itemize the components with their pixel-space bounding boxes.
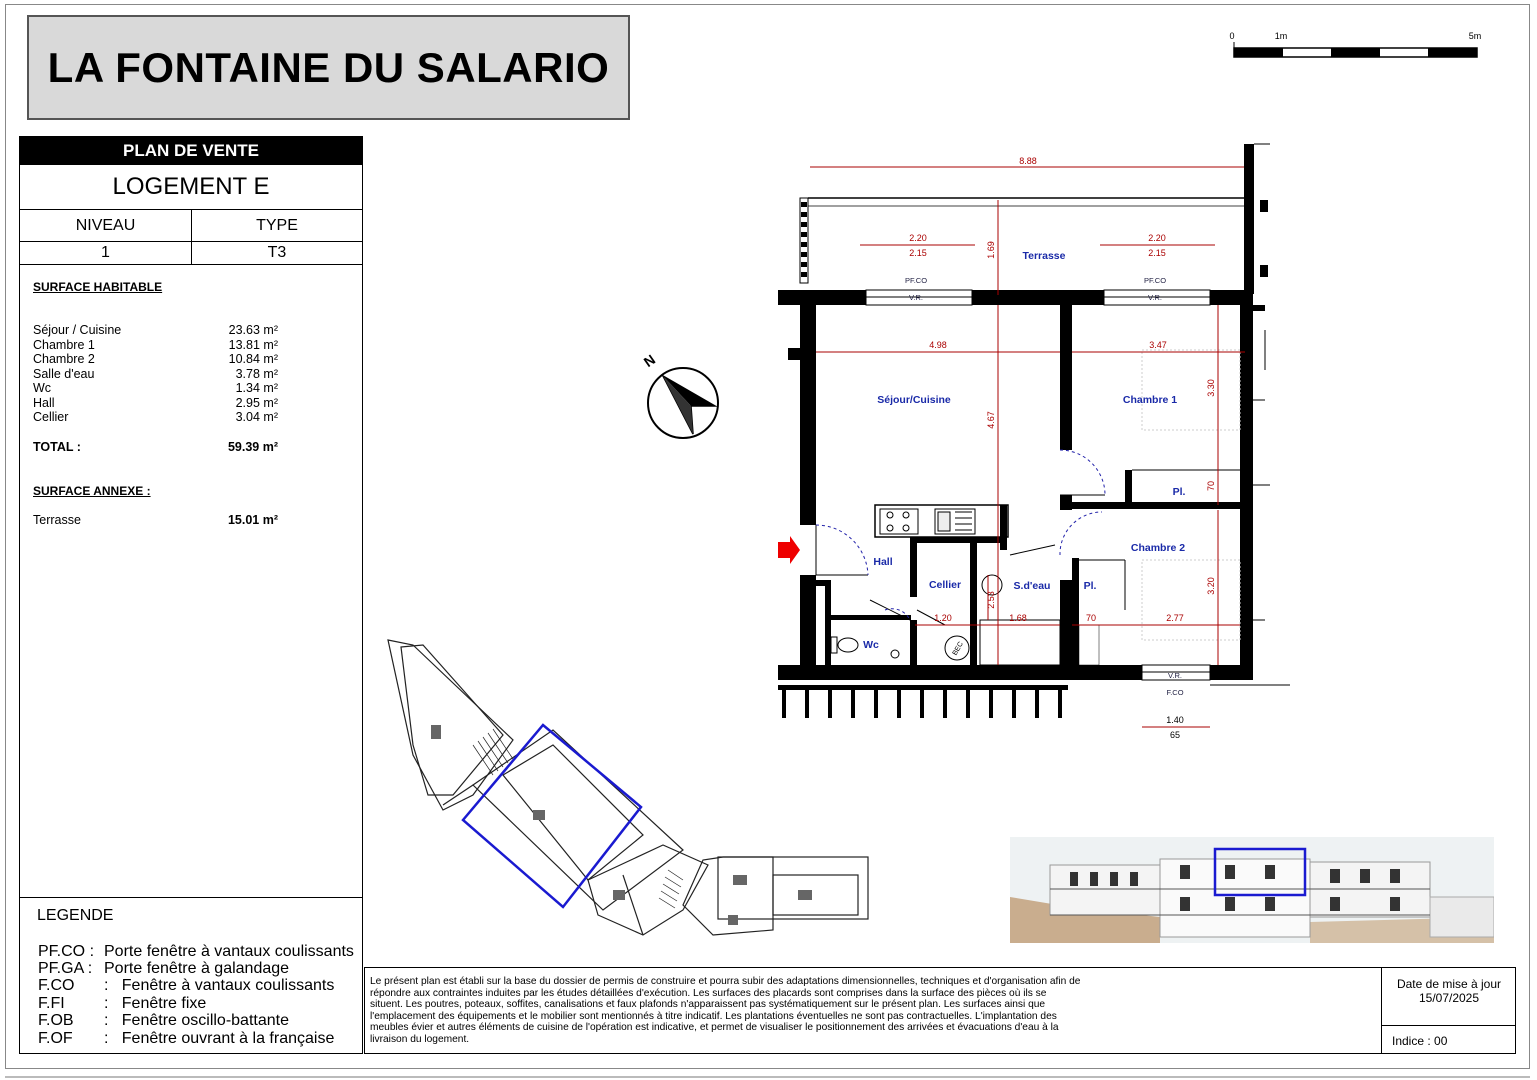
room-terrasse: Terrasse (1022, 250, 1066, 262)
surface-row: Séjour / Cuisine 23.63 m² (33, 323, 278, 337)
date-divider (1381, 1025, 1516, 1026)
type-header: TYPE (256, 216, 298, 234)
surface-row: Cellier 3.04 m² (33, 410, 278, 424)
dim-ch2-width: 2.77 (1166, 613, 1184, 623)
legend-item: F.OF : Fenêtre ouvrant à la française (38, 1030, 335, 1047)
bec-label: BEC (951, 640, 965, 657)
legend-item: F.CO : Fenêtre à vantaux coulissants (38, 977, 335, 994)
dim-ch2-height: 3.20 (1206, 577, 1216, 595)
title-box (27, 15, 630, 120)
project-title: LA FONTAINE DU SALARIO (47, 43, 610, 91)
window-label-pfco: PF.CO (1143, 276, 1167, 285)
room-sdeau: S.d'eau (1013, 580, 1051, 592)
legend-divider (20, 897, 362, 898)
niveau-header: NIVEAU (75, 216, 136, 234)
dim-terr-height: 1.69 (986, 241, 996, 259)
room-chambre2: Chambre 2 (1130, 542, 1186, 554)
legend-title: LEGENDE (37, 907, 114, 924)
surface-row: Chambre 1 13.81 m² (33, 337, 278, 352)
scale-label-1m: 1m (1274, 31, 1288, 41)
dim-w1-bot: 2.15 (909, 248, 927, 258)
legend-item: F.OB : Fenêtre oscillo-battante (38, 1012, 289, 1029)
site-plan (383, 635, 873, 955)
room-hall: Hall (873, 556, 893, 568)
dim-ch1-width: 3.47 (1149, 340, 1167, 350)
scale-label-5m: 5m (1468, 31, 1482, 41)
dim-sde-width: 1.68 (1009, 613, 1027, 623)
room-wc: Wc (863, 639, 879, 651)
niveau-value: 1 (101, 244, 110, 261)
window-label-pfco: PF.CO (904, 276, 928, 285)
window-label-vr: V.R. (1168, 671, 1182, 680)
dim-main-height: 4.67 (986, 411, 996, 429)
surface-row: Wc 1.34 m² (33, 381, 278, 395)
window-label-fco: F.CO (1166, 688, 1184, 697)
scale-bar (1225, 28, 1485, 63)
type-value: T3 (267, 244, 287, 261)
plan-header: PLAN DE VENTE (20, 137, 362, 165)
table-divider (20, 264, 362, 265)
dim-sejour-width: 4.98 (929, 340, 947, 350)
legend-item: PF.CO : Porte fenêtre à vantaux coulissants (38, 943, 354, 960)
dim-w2-bot: 2.15 (1148, 248, 1166, 258)
surface-habitable-title: SURFACE HABITABLE (33, 280, 163, 294)
dim-cellier-width: 1.20 (934, 613, 952, 623)
indice-label: Indice : 00 (1392, 1034, 1448, 1048)
surface-row: Chambre 2 10.84 m² (33, 352, 278, 366)
dim-pl-height: 70 (1206, 480, 1216, 492)
surface-row: Salle d'eau 3.78 m² (33, 366, 278, 381)
surface-annexe-row: Terrasse 15.01 m² (33, 513, 278, 527)
window-label-vr: V.R. (1148, 293, 1162, 302)
window-label-vr: V.R. (909, 293, 923, 302)
room-chambre1: Chambre 1 (1122, 394, 1178, 406)
legend-item: PF.GA : Porte fenêtre à galandage (38, 960, 290, 977)
room-pl: Pl. (1083, 580, 1097, 592)
logement-label: LOGEMENT E (20, 165, 362, 210)
room-sejour: Séjour/Cuisine (877, 394, 951, 406)
north-label: N (640, 351, 659, 371)
table-divider (191, 210, 192, 264)
surface-row: Hall 2.95 m² (33, 395, 278, 410)
room-cellier: Cellier (928, 579, 962, 591)
dim-win-top: 1.40 (1166, 715, 1184, 725)
legend-item: F.FI : Fenêtre fixe (38, 995, 207, 1012)
scale-label-0: 0 (1229, 31, 1235, 41)
facade-view (1010, 837, 1494, 943)
surface-total: TOTAL : 59.39 m² (33, 440, 278, 454)
dim-total-width: 8.88 (1019, 156, 1037, 166)
surface-annexe-title: SURFACE ANNEXE : (33, 484, 151, 498)
dim-w2-top: 2.20 (1148, 233, 1166, 243)
disclaimer-text: Le présent plan est établi sur la base du dossier de permis de construire et pourra subir des adaptations dimensionnelles, techniques et d'organisation afin de répondre aux contraintes induites par les études détaillées d'exécution. Les surfaces des placards sont comprises dans la surface des pièces où ils se situent. Les poutres, poteaux, soffites, canalisations et faux plafonds n'apparaissent pas systématiquement sur le présent plan. Les surfaces ainsi que l'emplacement des équipements et le mobilier sont mentionnés à titre indicatif. Les plantations éventuelles ne sont pas contractuelles. L'implantation des meubles évier et autres éléments de cuisine de l'opération est indicative, et permet de visualiser le positionnement des arrivées et évacuations d'eau à la livraison du logement. (370, 976, 1081, 1045)
date-label: Date de mise à jour 15/07/2025 (1396, 977, 1502, 1005)
dim-win-bot: 65 (1169, 730, 1181, 740)
north-arrow-icon (635, 348, 725, 443)
dim-pl-width: 70 (1085, 613, 1097, 623)
dim-w1-top: 2.20 (909, 233, 927, 243)
dim-ch1-height: 3.30 (1206, 379, 1216, 397)
room-pl: Pl. (1172, 486, 1186, 498)
dim-sde-height: 2.53 (986, 591, 996, 609)
bottom-rule (5, 1076, 1530, 1078)
